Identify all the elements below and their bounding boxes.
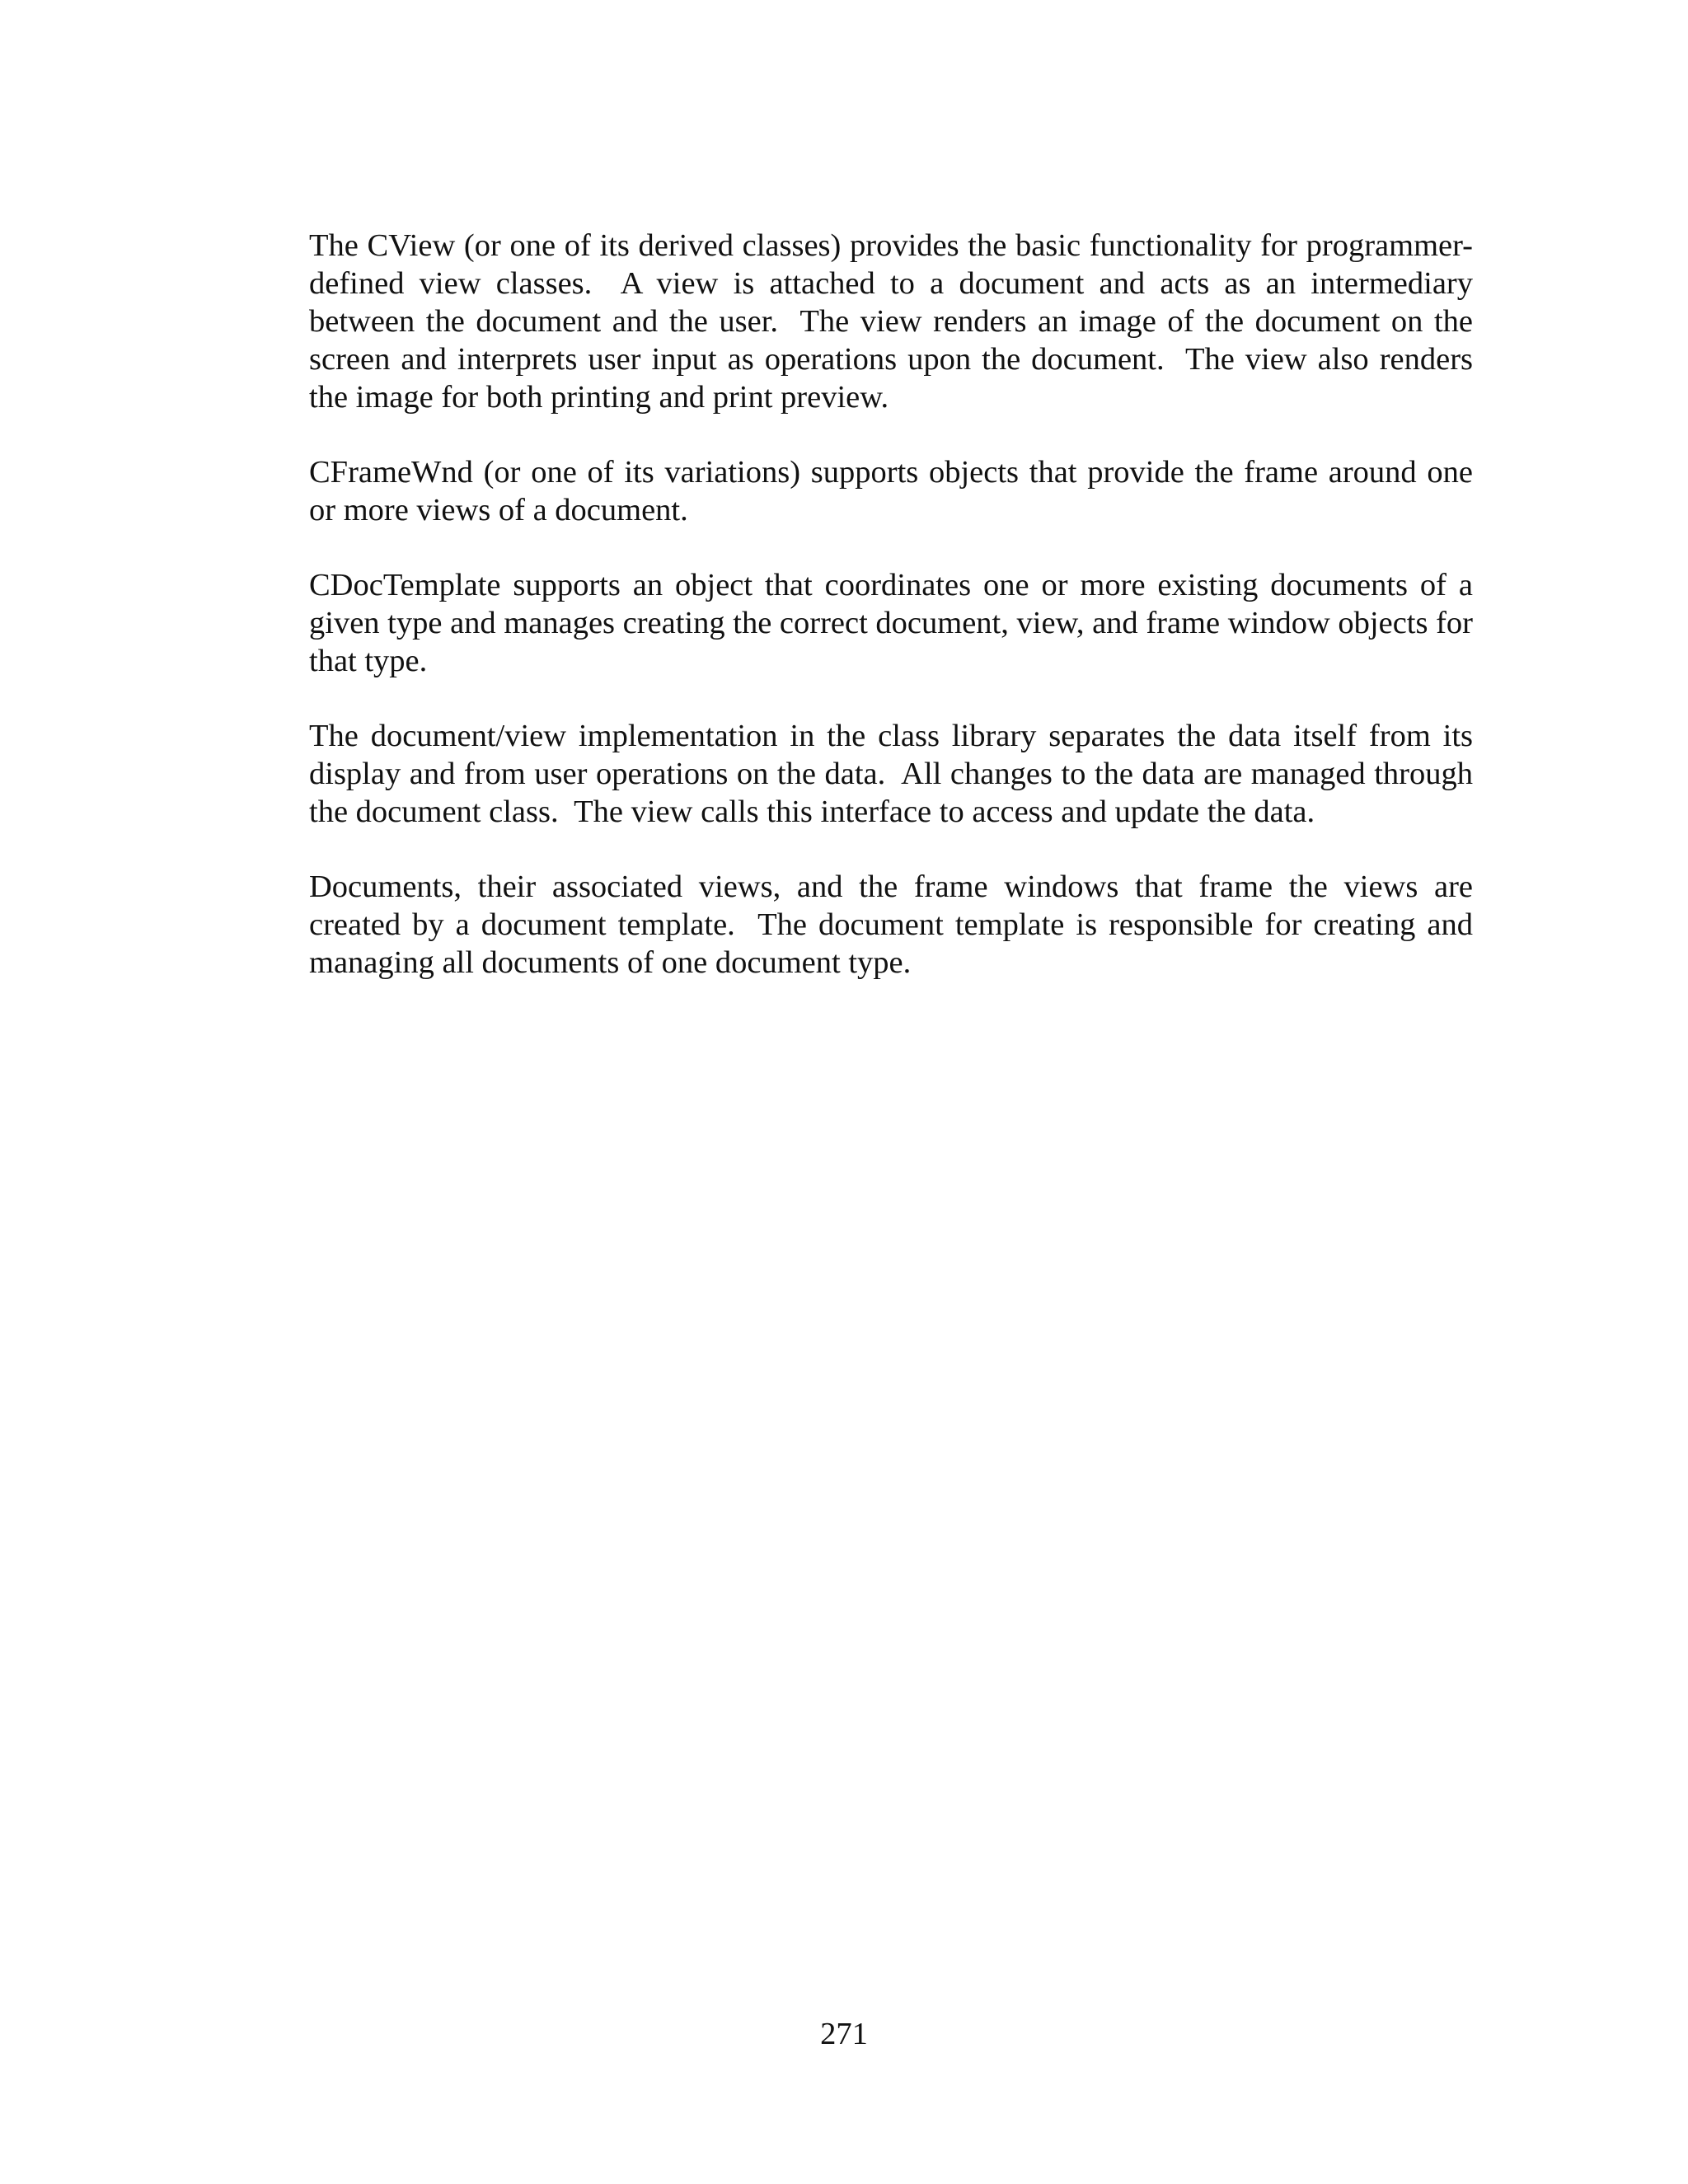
body-text bbox=[309, 227, 1481, 1019]
page-number: 271 bbox=[820, 2017, 868, 2051]
paragraph-cview: The CView (or one of its derived classes) provides the basic functionality for programmer-defined view classes. A view is attached to a document and acts as an intermediary between the document and the user. The view renders an image of the document on the screen and interprets user input as operations upon the document. The view also renders the image for both printing and print preview. bbox=[309, 228, 1481, 415]
paragraph-cdoctemplate: CDocTemplate supports an object that coordinates one or more existing documents of a given type and manages creating the correct document, view, and frame window objects for that type. bbox=[309, 568, 1481, 678]
paragraph-document-template: Documents, their associated views, and the frame windows that frame the views are created by a document template. The document template is responsible for creating and managing all documents of one document type. bbox=[309, 869, 1481, 980]
paragraph-cframewnd: CFrameWnd (or one of its variations) supports objects that provide the frame around one or more views of a document. bbox=[309, 455, 1481, 527]
paragraph-document-view: The document/view implementation in the class library separates the data itself from its display and from user operations on the data. All changes to the data are managed through the document class. The view calls this interface to access and update the data. bbox=[309, 719, 1481, 829]
